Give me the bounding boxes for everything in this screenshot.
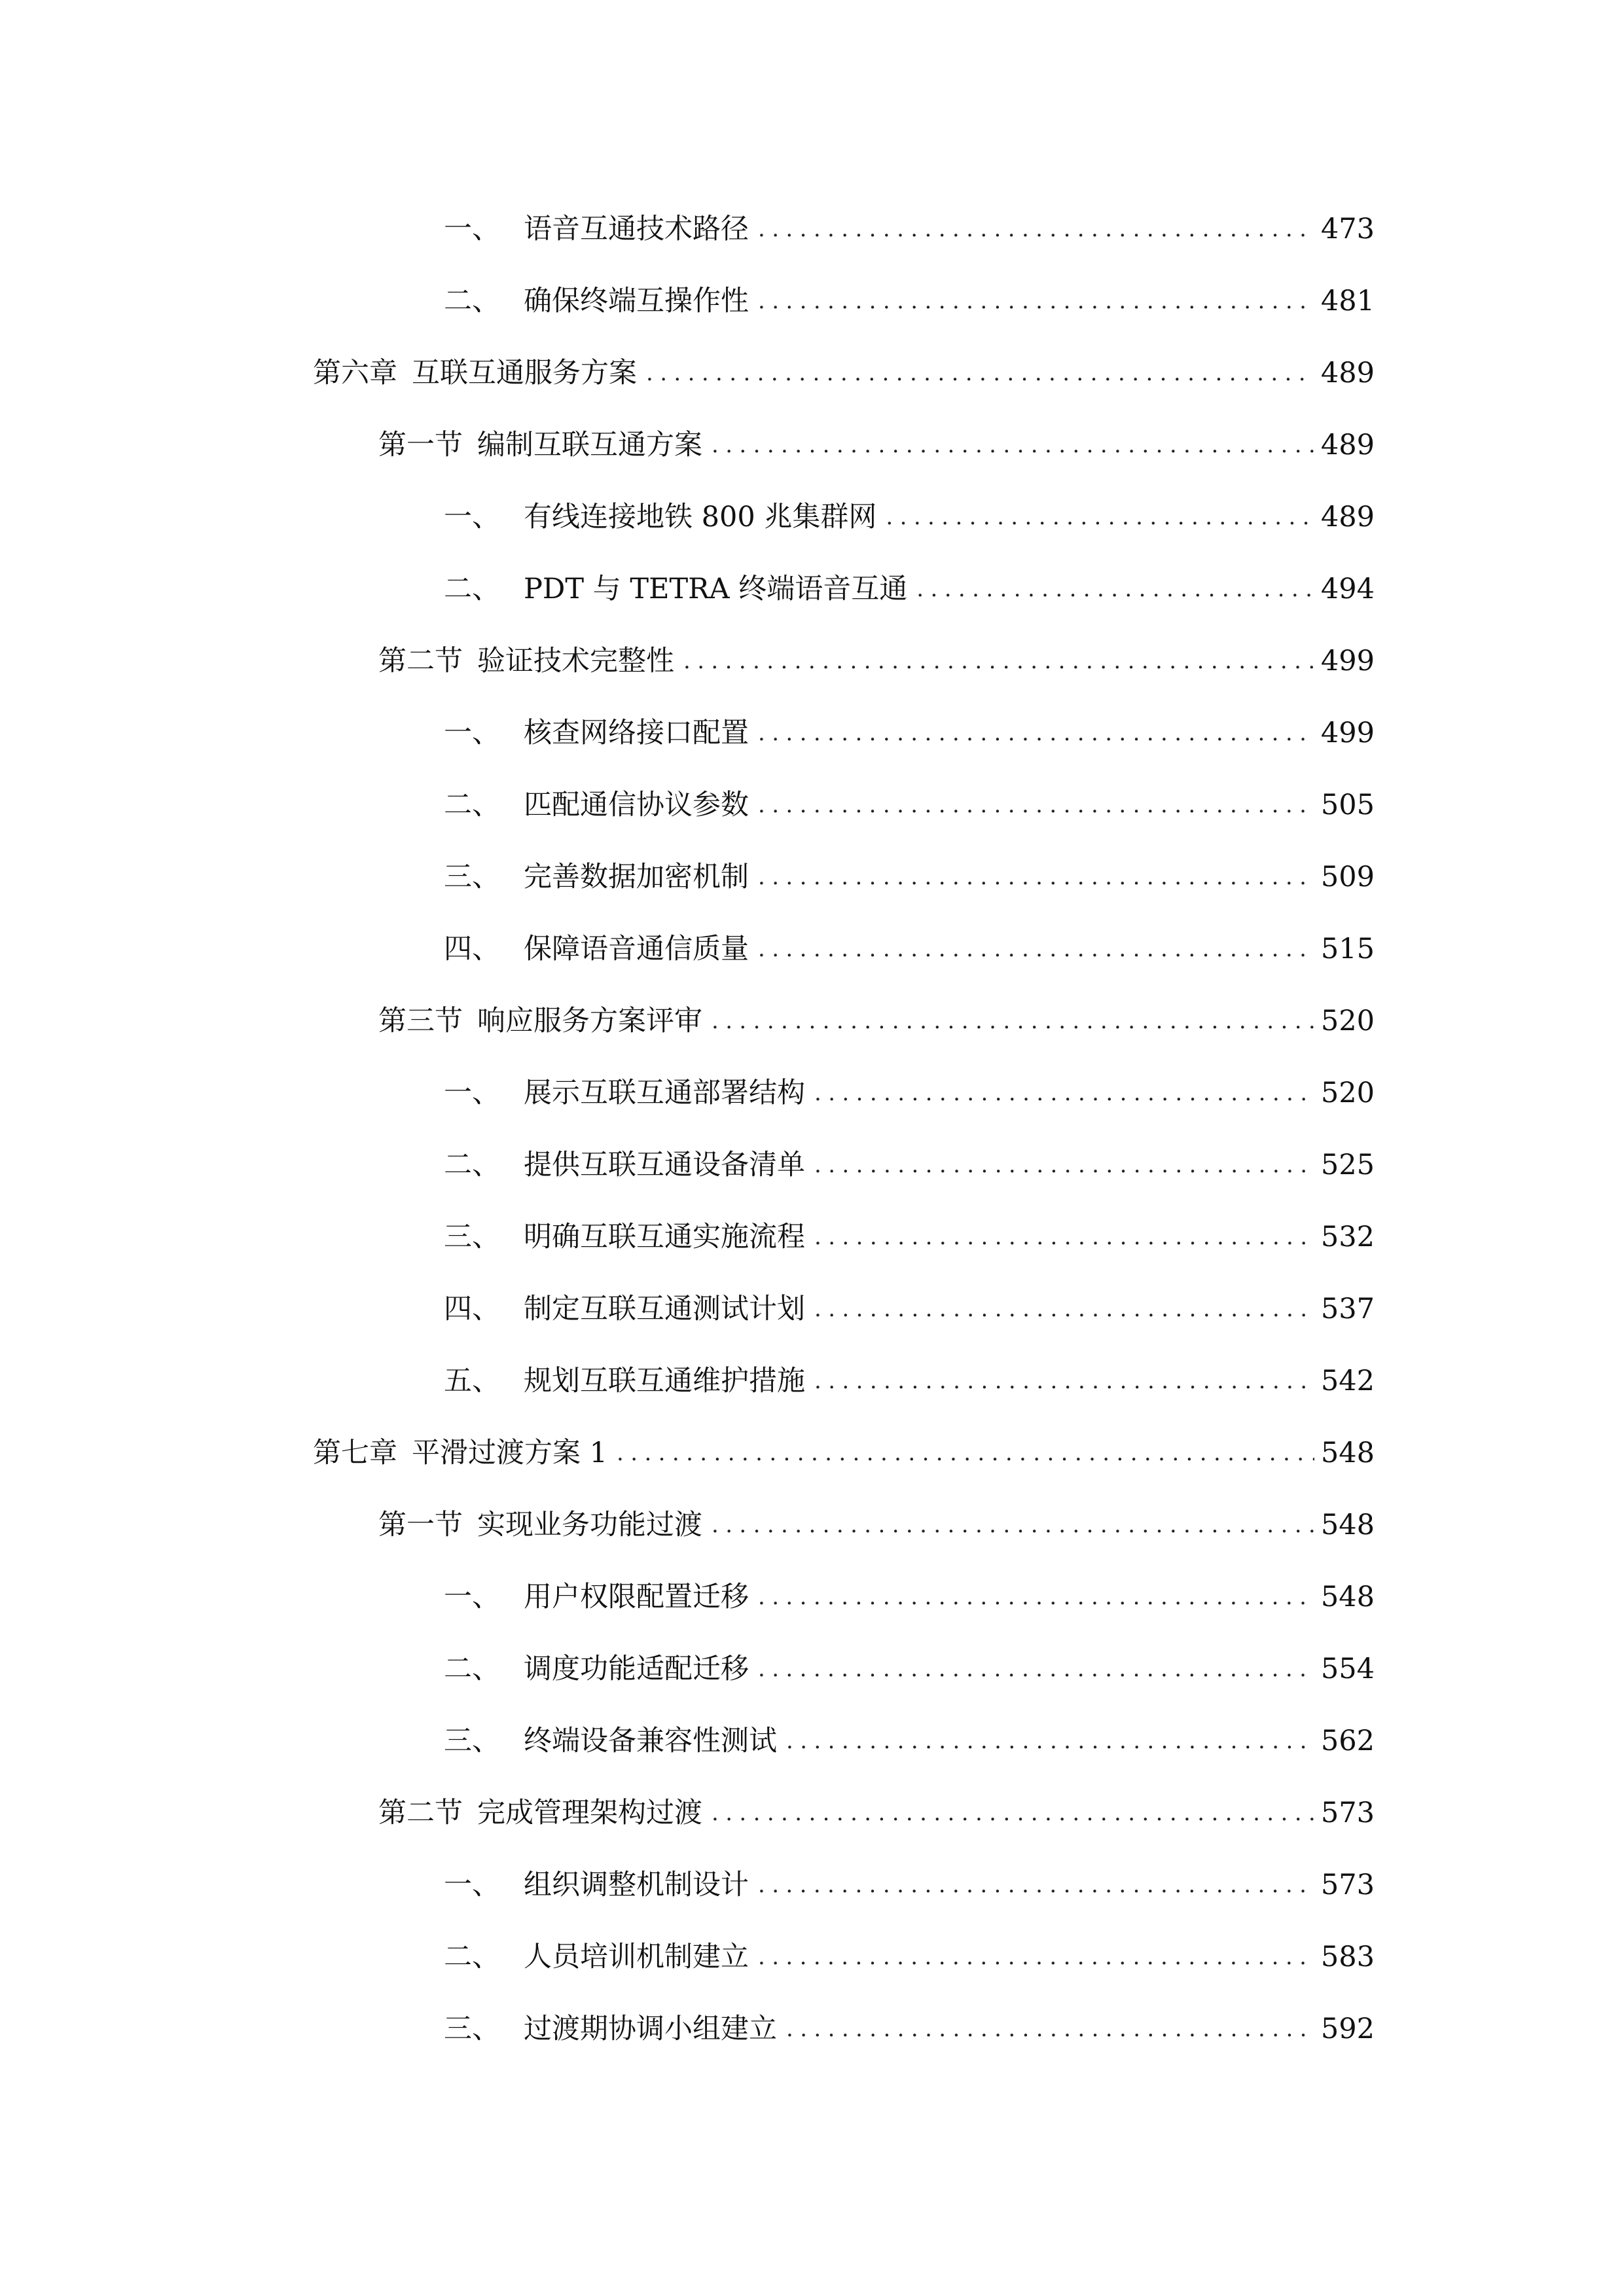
toc-entry[interactable]	[444, 1720, 1375, 1762]
toc-entry-section[interactable]	[378, 1792, 1375, 1834]
toc-entry[interactable]	[444, 856, 1375, 898]
toc-entry-page: 505	[1320, 789, 1375, 821]
toc-entry-page: 499	[1320, 645, 1375, 677]
toc-entry[interactable]	[444, 280, 1375, 322]
toc-entry[interactable]	[444, 208, 1375, 250]
toc-entry[interactable]	[444, 1072, 1375, 1114]
toc-entry-number: 第三节	[378, 1005, 463, 1037]
dot-leader	[712, 1504, 1314, 1546]
toc-entry-number: 一、	[444, 717, 500, 749]
toc-entry-title: 展示互联互通部署结构	[524, 1077, 805, 1109]
dot-leader	[617, 1432, 1314, 1474]
toc-entry-page: 548	[1320, 1437, 1375, 1469]
toc-entry-page: 481	[1320, 285, 1375, 317]
dot-leader	[758, 1936, 1314, 1978]
toc-entry-number: 二、	[444, 1941, 500, 1973]
toc-entry-number: 二、	[444, 573, 500, 605]
toc-entry[interactable]	[444, 1576, 1375, 1618]
toc-entry-page: 542	[1320, 1365, 1375, 1397]
toc-entry-section[interactable]	[378, 1504, 1375, 1546]
toc-entry-title: 过渡期协调小组建立	[524, 2013, 777, 2045]
toc-entry-number: 二、	[444, 1149, 500, 1181]
toc-entry-title: 调度功能适配迁移	[524, 1653, 749, 1685]
toc-entry-page: 473	[1320, 213, 1375, 245]
toc-entry-number: 二、	[444, 1653, 500, 1685]
toc-entry-page: 520	[1320, 1005, 1375, 1037]
toc-entry-number: 四、	[444, 933, 500, 965]
dot-leader	[683, 640, 1314, 682]
toc-entry-title: 提供互联互通设备清单	[524, 1149, 805, 1181]
dot-leader	[814, 1360, 1314, 1402]
toc-entry[interactable]	[444, 1216, 1375, 1258]
toc-entry[interactable]	[444, 784, 1375, 826]
dot-leader	[758, 1576, 1314, 1618]
dot-leader	[758, 856, 1314, 898]
toc-entry-page: 537	[1320, 1293, 1375, 1325]
toc-entry[interactable]	[444, 1648, 1375, 1690]
toc-entry-title: PDT 与 TETRA 终端语音互通	[524, 573, 908, 605]
toc-entry[interactable]	[444, 568, 1375, 610]
toc-entry-page: 489	[1320, 501, 1375, 533]
dot-leader	[712, 424, 1314, 466]
toc-entry-title: 有线连接地铁 800 兆集群网	[524, 501, 877, 533]
toc-entry-number: 第六章	[313, 357, 397, 389]
toc-entry-title: 编制互联互通方案	[477, 429, 702, 461]
toc-entry-page: 583	[1320, 1941, 1375, 1973]
dot-leader	[758, 712, 1314, 754]
toc-entry[interactable]	[444, 1144, 1375, 1186]
toc-entry[interactable]	[444, 1288, 1375, 1330]
toc-entry-number: 第二节	[378, 1797, 463, 1829]
dot-leader	[646, 352, 1314, 394]
toc-entry-number: 三、	[444, 1221, 500, 1253]
toc-entry-title: 验证技术完整性	[477, 645, 674, 677]
toc-entry-number: 三、	[444, 1725, 500, 1757]
toc-entry-title: 规划互联互通维护措施	[524, 1365, 805, 1397]
toc-entry-number: 第七章	[313, 1437, 397, 1469]
dot-leader	[814, 1072, 1314, 1114]
toc-entry-number: 一、	[444, 1077, 500, 1109]
toc-entry-page: 525	[1320, 1149, 1375, 1181]
dot-leader	[814, 1288, 1314, 1330]
dot-leader	[814, 1216, 1314, 1258]
toc-entry-title: 完成管理架构过渡	[477, 1797, 702, 1829]
toc-entry-title: 组织调整机制设计	[524, 1869, 749, 1901]
toc-entry-page: 494	[1320, 573, 1375, 605]
dot-leader	[786, 2008, 1314, 2050]
toc-entry-number: 第二节	[378, 645, 463, 677]
toc-entry[interactable]	[444, 928, 1375, 970]
toc-entry-section[interactable]	[378, 640, 1375, 682]
toc-entry-title: 响应服务方案评审	[477, 1005, 702, 1037]
toc-entry-title: 平滑过渡方案 1	[412, 1437, 608, 1469]
dot-leader	[916, 568, 1314, 610]
toc-entry-page: 592	[1320, 2013, 1375, 2045]
toc-entry-number: 二、	[444, 285, 500, 317]
toc-entry-page: 489	[1320, 357, 1375, 389]
toc-entry-page: 548	[1320, 1509, 1375, 1541]
toc-entry[interactable]	[444, 712, 1375, 754]
toc-entry-number: 一、	[444, 501, 500, 533]
toc-entry-number: 一、	[444, 213, 500, 245]
dot-leader	[814, 1144, 1314, 1186]
toc-entry-title: 明确互联互通实施流程	[524, 1221, 805, 1253]
toc-entry-page: 573	[1320, 1869, 1375, 1901]
toc-entry-number: 一、	[444, 1869, 500, 1901]
toc-entry-page: 562	[1320, 1725, 1375, 1757]
dot-leader	[886, 496, 1314, 538]
toc-entry-chapter[interactable]	[313, 352, 1375, 394]
dot-leader	[758, 1864, 1314, 1906]
toc-entry-page: 489	[1320, 429, 1375, 461]
dot-leader	[758, 928, 1314, 970]
toc-entry-page: 573	[1320, 1797, 1375, 1829]
toc-entry[interactable]	[444, 1864, 1375, 1906]
toc-entry-page: 520	[1320, 1077, 1375, 1109]
toc-entry[interactable]	[444, 1936, 1375, 1978]
toc-entry-number: 三、	[444, 861, 500, 893]
toc-entry-title: 完善数据加密机制	[524, 861, 749, 893]
toc-entry-page: 499	[1320, 717, 1375, 749]
toc-entry-section[interactable]	[378, 1000, 1375, 1042]
toc-entry[interactable]	[444, 496, 1375, 538]
toc-entry-title: 匹配通信协议参数	[524, 789, 749, 821]
dot-leader	[786, 1720, 1314, 1762]
toc-entry-page: 554	[1320, 1653, 1375, 1685]
toc-entry[interactable]	[444, 1360, 1375, 1402]
toc-entry-title: 用户权限配置迁移	[524, 1581, 749, 1613]
dot-leader	[758, 784, 1314, 826]
toc-entry-title: 确保终端互操作性	[524, 285, 749, 317]
toc-entry-chapter[interactable]	[313, 1432, 1375, 1474]
toc-entry-page: 509	[1320, 861, 1375, 893]
toc-entry-number: 四、	[444, 1293, 500, 1325]
toc-entry-title: 实现业务功能过渡	[477, 1509, 702, 1541]
dot-leader	[758, 208, 1314, 250]
dot-leader	[712, 1792, 1314, 1834]
toc-entry-number: 第一节	[378, 429, 463, 461]
toc-entry-section[interactable]	[378, 424, 1375, 466]
dot-leader	[758, 1648, 1314, 1690]
toc-entry-title: 语音互通技术路径	[524, 213, 749, 245]
toc-entry-number: 二、	[444, 789, 500, 821]
toc-entry-title: 保障语音通信质量	[524, 933, 749, 965]
toc-entry-number: 第一节	[378, 1509, 463, 1541]
toc-entry-page: 532	[1320, 1221, 1375, 1253]
toc-entry-title: 制定互联互通测试计划	[524, 1293, 805, 1325]
toc-entry-title: 人员培训机制建立	[524, 1941, 749, 1973]
toc-entry-title: 互联互通服务方案	[412, 357, 637, 389]
toc-entry-number: 一、	[444, 1581, 500, 1613]
toc-entry-page: 548	[1320, 1581, 1375, 1613]
toc-entry-title: 终端设备兼容性测试	[524, 1725, 777, 1757]
toc-entry[interactable]	[444, 2008, 1375, 2050]
dot-leader	[712, 1000, 1314, 1042]
dot-leader	[758, 280, 1314, 322]
toc-entry-number: 三、	[444, 2013, 500, 2045]
toc-entry-page: 515	[1320, 933, 1375, 965]
toc-entry-number: 五、	[444, 1365, 500, 1397]
toc-entry-title: 核查网络接口配置	[524, 717, 749, 749]
